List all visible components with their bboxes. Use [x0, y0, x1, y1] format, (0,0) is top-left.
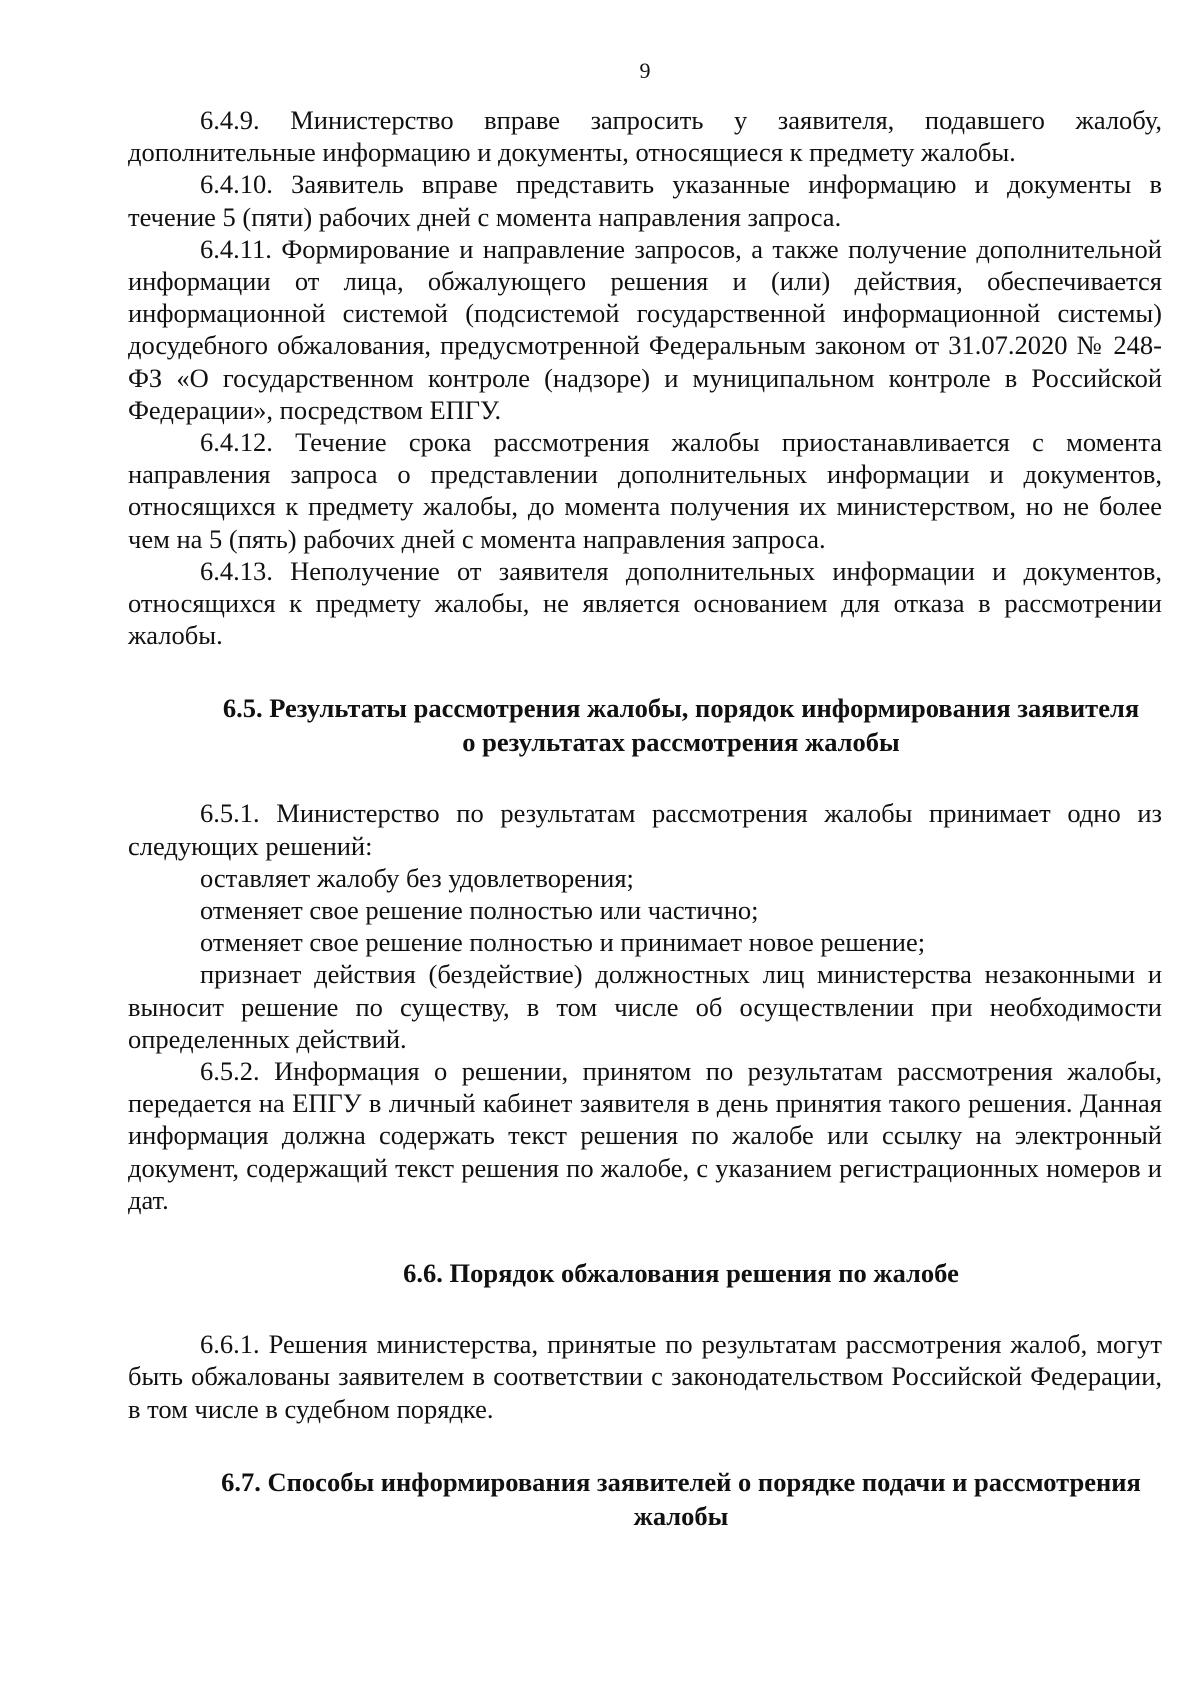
- paragraph-6-5-1: 6.5.1. Министерство по результатам рассмотрения жалобы принимает одно из следующих решений:: [128, 798, 1162, 861]
- paragraph-6-6-1: 6.6.1. Решения министерства, принятые по результатам рассмотрения жалоб, могут быть обжалованы заявителем в соответствии с законодательством Российской Федерации, в том числе в судебном порядке.: [128, 1329, 1162, 1424]
- list-item: оставляет жалобу без удовлетворения;: [200, 862, 634, 893]
- section-heading-6-6-line: 6.6. Порядок обжалования решения по жалобе: [403, 1258, 959, 1289]
- document-body: [128, 104, 1162, 1533]
- list-item: признает действия (бездействие) должностных лиц министерства незаконными и выносит решение по существу, в том числе об осуществлении при необходимости определенных действий.: [128, 959, 1162, 1054]
- spacer: [128, 1425, 1162, 1465]
- paragraph-6-4-9: 6.4.9. Министерство вправе запросить у заявителя, подавшего жалобу, дополнительные информацию и документы, относящиеся к предмету жалобы.: [128, 105, 1162, 168]
- spacer: [128, 1290, 1162, 1328]
- page-number: 9: [639, 58, 651, 83]
- paragraph-6-4-10: 6.4.10. Заявитель вправе представить указанные информацию и документы в течение 5 (пяти) рабочих дней с момента направления запроса.: [128, 169, 1162, 232]
- section-heading-6-6: [128, 1256, 1162, 1290]
- paragraph-6-4-11: 6.4.11. Формирование и направление запросов, а также получение дополнительной информации от лица, обжалующего решения и (или) действия, обеспечивается информационной системой (подсистемой государственной информационной системы) досудебного обжалования, предусмотренной Федеральным законом от 31.07.2020 № 248-ФЗ «О государственном контроле (надзоре) и муниципальном контроле в Российской Федерации», посредством ЕПГУ.: [128, 233, 1162, 425]
- paragraph-6-5-2: 6.5.2. Информация о решении, принятом по результатам рассмотрения жалобы, передается на ЕПГУ в личный кабинет заявителя в день принятия такого решения. Данная информация должна содержать текст решения по жалобе или ссылку на электронный документ, содержащий текст решения по жалобе, с указанием регистрационных номеров и дат.: [128, 1056, 1162, 1215]
- section-heading-6-7: [128, 1465, 1162, 1533]
- spacer: [128, 651, 1162, 691]
- paragraph-6-4-12: 6.4.12. Течение срока рассмотрения жалобы приостанавливается с момента направления запроса о представлении дополнительных информации и документов, относящихся к предмету жалобы, до момента получения их министерством, но не более чем на 5 (пять) рабочих дней с момента направления запроса.: [128, 427, 1162, 554]
- section-heading-6-7-line2: жалобы: [633, 1500, 729, 1531]
- list-item: отменяет свое решение полностью и принимает новое решение;: [200, 927, 926, 958]
- paragraph-6-4-13: 6.4.13. Неполучение от заявителя дополнительных информации и документов, относящихся к предмету жалобы, не является основанием для отказа в рассмотрении жалобы.: [128, 555, 1162, 651]
- spacer: [128, 759, 1162, 797]
- section-heading-6-7-line1: 6.7. Способы информирования заявителей о порядке подачи и рассмотрения: [221, 1466, 1141, 1497]
- spacer: [128, 1216, 1162, 1256]
- list-item: отменяет свое решение полностью или частично;: [200, 895, 759, 926]
- section-heading-6-5-line1: 6.5. Результаты рассмотрения жалобы, порядок информирования заявителя: [222, 693, 1140, 724]
- section-heading-6-5-line2: о результатах рассмотрения жалобы: [462, 727, 900, 758]
- section-heading-6-5: [128, 691, 1162, 759]
